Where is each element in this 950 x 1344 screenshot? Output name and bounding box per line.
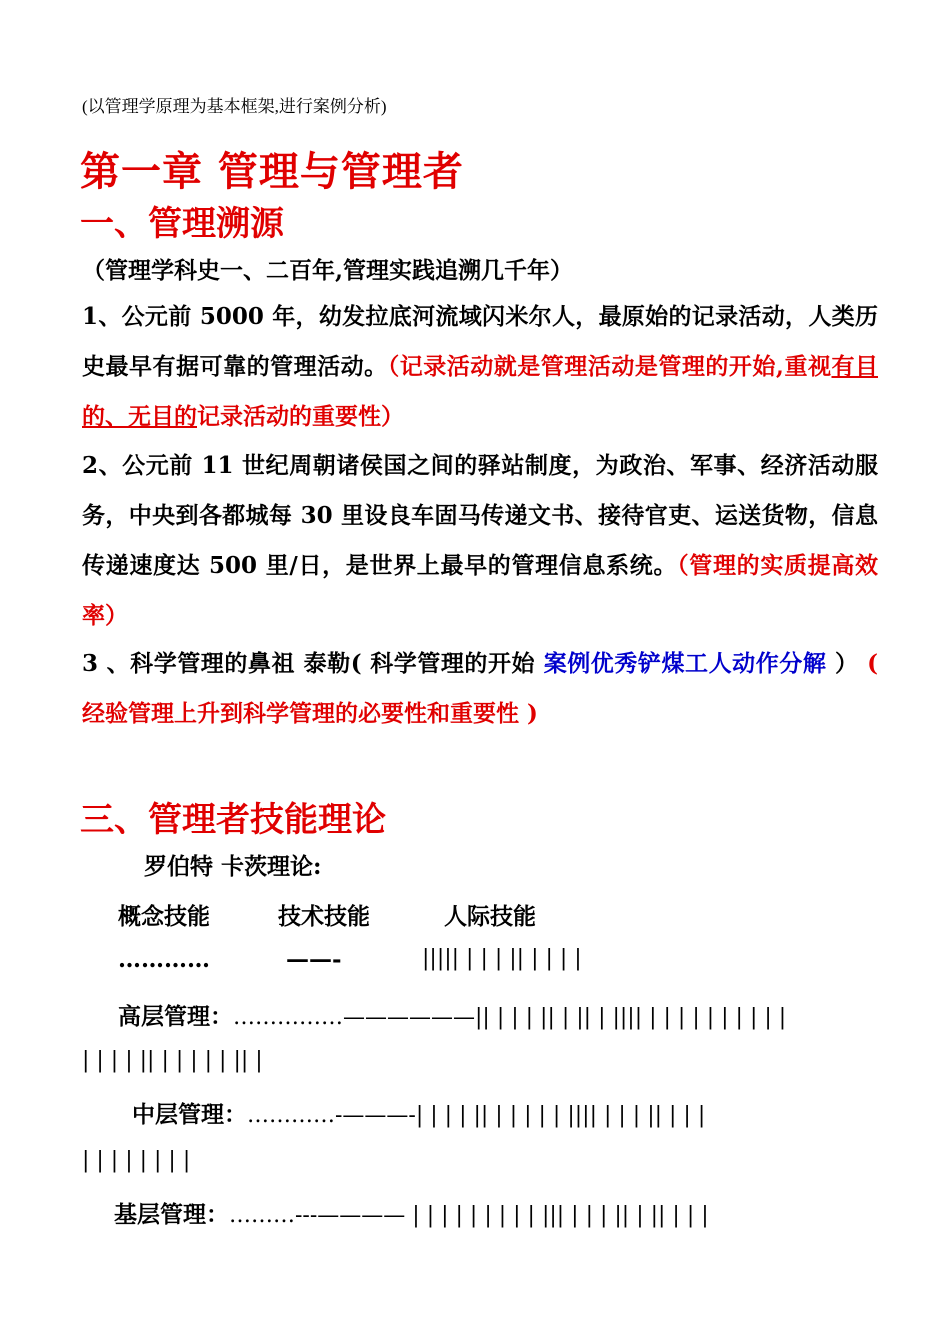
katz-theory-label: 罗伯特 卡茨理论: [144,853,322,880]
document-subtitle: (以管理学原理为基本框架,进行案例分析) [82,97,387,116]
legend-conceptual-mark: ………… [118,946,210,973]
item-2-text: 2、公元前 11 世纪周朝诸侯国之间的驿站制度，为政治、军事、经济活动服务，中央到各都城每 30 里设良车固马传递文书、接待官吏、运送货物，信息传递速度达 500 里/日，是世界上最早的管理信息系统。 [82,452,878,579]
origins-item-1 [82,292,878,442]
base-management-marks: ………---———— | | | | | | | | | ||| | | | || | || | | | [229,1203,709,1228]
base-management-label: 基层管理： [114,1201,229,1228]
middle-management-row [132,1096,705,1129]
legend-technical-mark: ——- [286,946,342,973]
top-management-marks-cont: | | | | || | | | | | || | [82,1048,263,1073]
chapter-title: 第一章 管理与管理者 [80,148,464,195]
middle-management-marks-cont: | | | | | | | | [82,1148,191,1173]
origins-note: （管理学科史一、二百年,管理实践追溯几千年） [82,257,574,284]
origins-item-2 [82,441,878,641]
top-management-marks: ……………——————|| | | | || | || | |||| | | | | | | | | | | [233,1005,787,1030]
legend-interpersonal: 人际技能 [444,903,536,930]
item-3-close: ） [826,650,868,677]
section-heading-skills: 三、管理者技能理论 [80,800,386,840]
item-1-text: 1、公元前 5000 年，幼发拉底河流域闪米尔人，最原始的记录活动，人类历史最早有据可靠的管理活动。 [82,303,878,380]
item-1-red-underlined: 有目的、无目的 [82,353,878,430]
item-3-blue-case: 案例优秀铲煤工人动作分解 [543,650,827,677]
middle-management-marks: …………-———-| | | | || | | | | | |||| | | | || | | | [247,1103,706,1128]
item-3-text: 3 、科学管理的鼻祖 泰勒( 科学管理的开始 [82,650,544,677]
top-management-row [118,998,786,1031]
top-management-label: 高层管理： [118,1003,233,1030]
legend-conceptual: 概念技能 [118,903,210,930]
legend-technical: 技术技能 [278,903,370,930]
legend-interpersonal-mark: ||||| | | | || | | | | [422,946,582,971]
item-2-red-note: （管理的实质提高效率） [82,552,878,629]
middle-management-label: 中层管理： [132,1101,247,1128]
base-management-row [114,1196,709,1229]
item-1-red-note-b: 记录活动的重要性） [197,403,404,430]
item-1-red-note-a: （记录活动就是管理活动是管理的开始,重视 [387,353,832,380]
item-3-red-note: ( 经验管理上升到科学管理的必要性和重要性 ) [82,650,879,727]
origins-item-3 [82,639,878,739]
section-heading-origins: 一、管理溯源 [80,204,284,244]
